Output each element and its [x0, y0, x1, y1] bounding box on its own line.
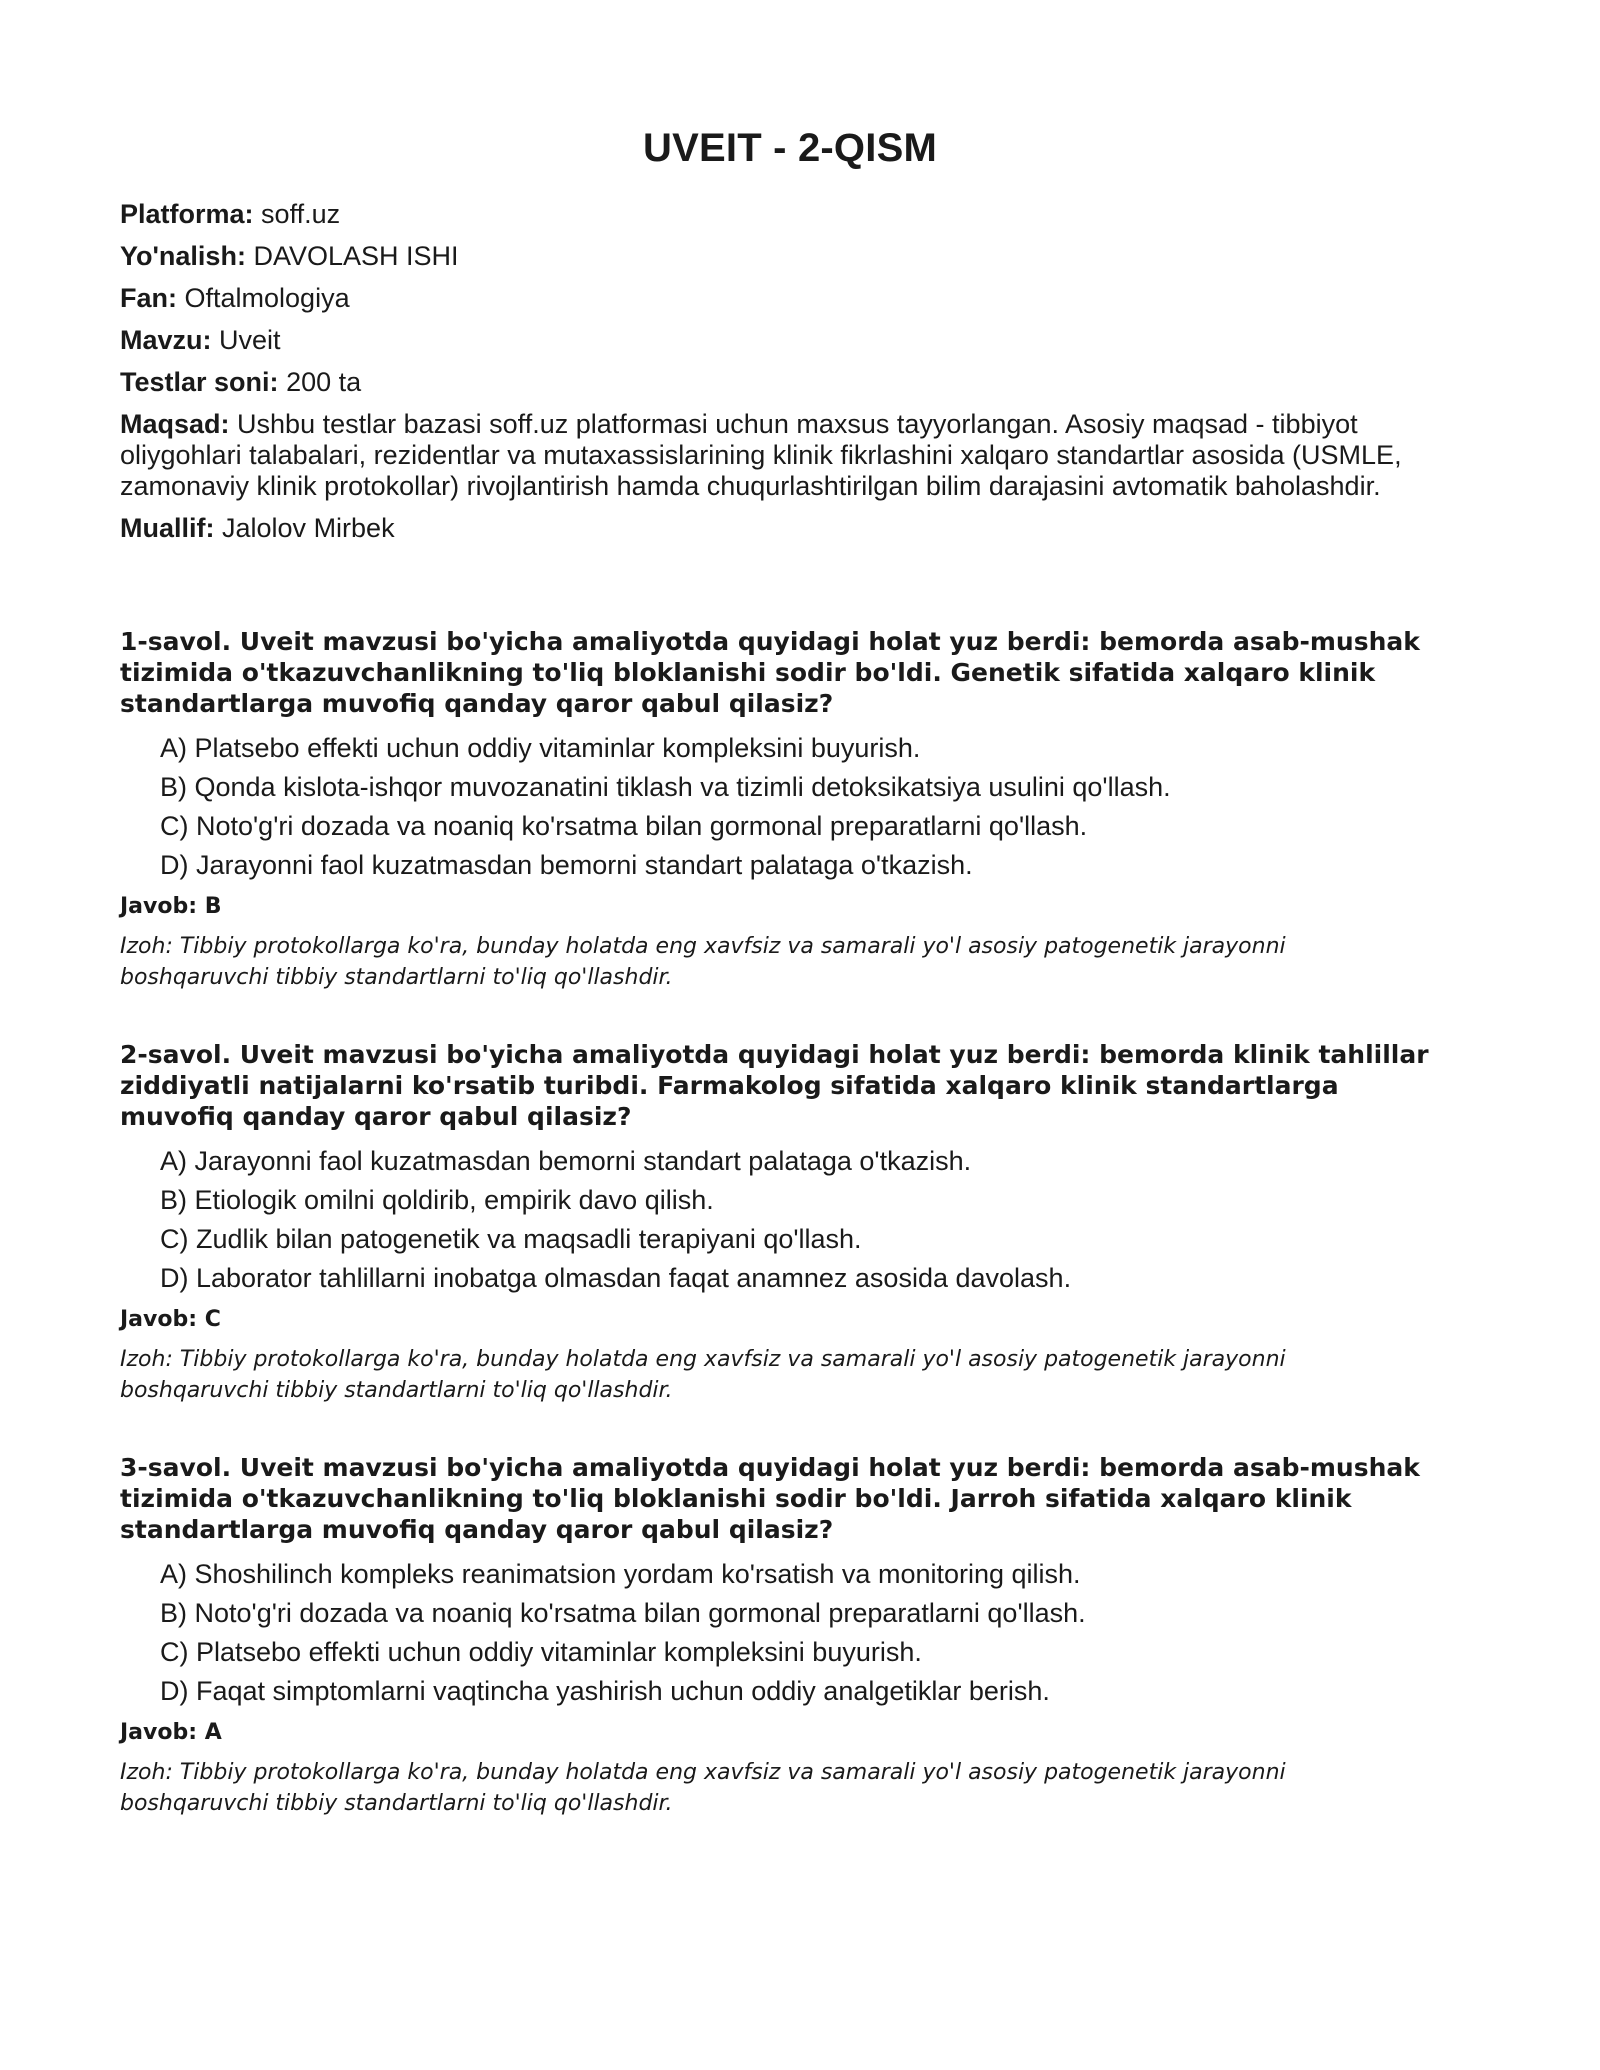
document-page [120, 110, 1460, 1819]
meta-label: Yo'nalish: [120, 241, 246, 271]
meta-goal [120, 409, 1460, 502]
option-d: D) Laborator tahlillarni inobatga olmasdan faqat anamnez asosida davolash. [160, 1263, 1072, 1293]
meta-value: 200 ta [286, 367, 362, 397]
meta-topic [120, 325, 1460, 356]
meta-value: Ushbu testlar bazasi soff.uz platformasi uchun maxsus tayyorlangan. Asosiy maqsad - tibbiyot oliygohlari talabalari, rezidentlar va mutaxassislarining klinik fikrlashini xalqaro standartlar asosida (USMLE, zamonaviy klinik protokollar) rivojlantirish hamda chuqurlashtirilgan bilim darajasini avtomatik baholashdir. [120, 409, 1402, 501]
meta-label: Fan: [120, 283, 177, 313]
option-b: B) Noto'g'ri dozada va noaniq ko'rsatma bilan gormonal preparatlarni qo'llash. [160, 1598, 1086, 1628]
meta-label: Platforma: [120, 199, 254, 229]
answer-options [120, 1146, 1460, 1294]
option-c: C) Noto'g'ri dozada va noaniq ko'rsatma bilan gormonal preparatlarni qo'llash. [160, 811, 1088, 841]
meta-platform [120, 199, 1460, 230]
option-d: D) Faqat simptomlarni vaqtincha yashirish uchun oddiy analgetiklar berish. [160, 1676, 1050, 1706]
document-meta [120, 199, 1460, 544]
option-a: A) Jarayonni faol kuzatmasdan bemorni standart palataga o'tkazish. [160, 1146, 972, 1176]
option-b: B) Qonda kislota-ishqor muvozanatini tiklash va tizimli detoksikatsiya usulini qo'llash. [160, 772, 1171, 802]
meta-author [120, 513, 1460, 544]
meta-value: soff.uz [261, 199, 341, 229]
question-list [120, 626, 1460, 1819]
meta-label: Muallif: [120, 513, 215, 543]
option-c: C) Zudlik bilan patogenetik va maqsadli terapiyani qo'llash. [160, 1224, 862, 1254]
question-3 [120, 1452, 1460, 1819]
option-b: B) Etiologik omilni qoldirib, empirik davo qilish. [160, 1185, 714, 1215]
option-d: D) Jarayonni faol kuzatmasdan bemorni standart palataga o'tkazish. [160, 850, 973, 880]
meta-value: DAVOLASH ISHI [253, 241, 459, 271]
question-2 [120, 1039, 1460, 1406]
meta-test-count [120, 367, 1460, 398]
answer-explanation: Izoh: Tibbiy protokollarga ko'ra, bunday holatda eng xavfsiz va samarali yo'l asosiy patogenetik jarayonni boshqaruvchi tibbiy standartlarni to'liq qo'llashdir. [120, 1760, 1286, 1816]
question-text: 3-savol. Uveit mavzusi bo'yicha amaliyotda quyidagi holat yuz berdi: bemorda asab-mushak tizimida o'tkazuvchanlikning to'liq bloklanishi sodir bo'ldi. Jarroh sifatida xalqaro klinik standartlarga muvofiq qanday qaror qabul qilasiz? [120, 1453, 1420, 1544]
meta-direction [120, 241, 1460, 272]
correct-answer: Javob: B [120, 894, 222, 919]
question-text: 2-savol. Uveit mavzusi bo'yicha amaliyotda quyidagi holat yuz berdi: bemorda klinik tahlillar ziddiyatli natijalarni ko'rsatib turibdi. Farmakolog sifatida xalqaro klinik standartlarga muvofiq qanday qaror qabul qilasiz? [120, 1040, 1429, 1131]
option-c: C) Platsebo effekti uchun oddiy vitaminlar kompleksini buyurish. [160, 1637, 922, 1667]
meta-label: Testlar soni: [120, 367, 279, 397]
option-a: A) Platsebo effekti uchun oddiy vitaminlar kompleksini buyurish. [160, 733, 921, 763]
meta-subject [120, 283, 1460, 314]
answer-options [120, 1559, 1460, 1707]
correct-answer: Javob: C [120, 1307, 221, 1332]
meta-value: Uveit [219, 325, 281, 355]
correct-answer: Javob: A [120, 1720, 222, 1745]
answer-explanation: Izoh: Tibbiy protokollarga ko'ra, bunday holatda eng xavfsiz va samarali yo'l asosiy patogenetik jarayonni boshqaruvchi tibbiy standartlarni to'liq qo'llashdir. [120, 1347, 1286, 1403]
question-1 [120, 626, 1460, 993]
meta-value: Oftalmologiya [184, 283, 350, 313]
answer-options [120, 733, 1460, 881]
option-a: A) Shoshilinch kompleks reanimatsion yordam ko'rsatish va monitoring qilish. [160, 1559, 1081, 1589]
meta-value: Jalolov Mirbek [222, 513, 395, 543]
answer-explanation: Izoh: Tibbiy protokollarga ko'ra, bunday holatda eng xavfsiz va samarali yo'l asosiy patogenetik jarayonni boshqaruvchi tibbiy standartlarni to'liq qo'llashdir. [120, 934, 1286, 990]
question-text: 1-savol. Uveit mavzusi bo'yicha amaliyotda quyidagi holat yuz berdi: bemorda asab-mushak tizimida o'tkazuvchanlikning to'liq bloklanishi sodir bo'ldi. Genetik sifatida xalqaro klinik standartlarga muvofiq qanday qaror qabul qilasiz? [120, 627, 1420, 718]
document-title: UVEIT - 2-QISM [643, 126, 937, 170]
meta-label: Mavzu: [120, 325, 212, 355]
meta-label: Maqsad: [120, 409, 230, 439]
